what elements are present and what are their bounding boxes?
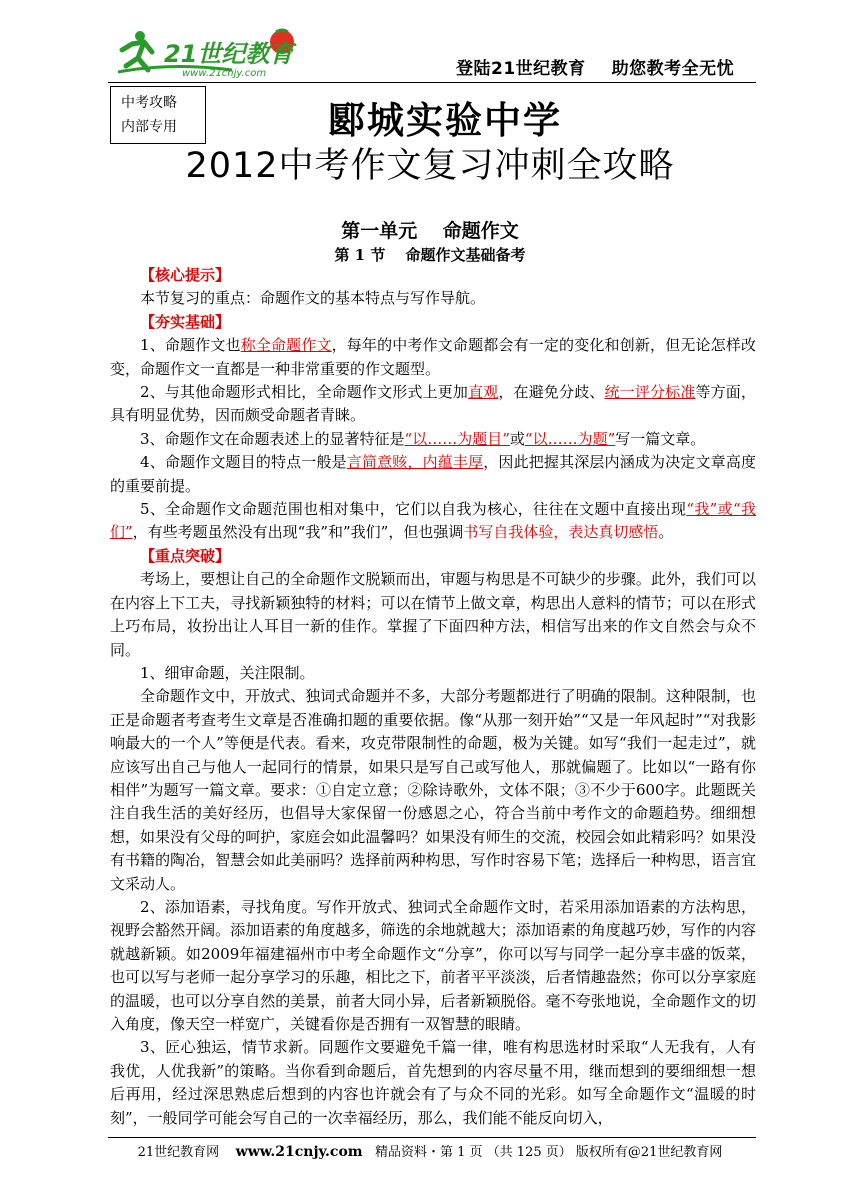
highlight: “以……为题目” bbox=[404, 429, 510, 448]
paragraph: 5、全命题作文命题范围也相对集中，它们以自我为核心，往往在文题中直接出现“我”或“我们”，有些考题虽然没有出现“我”和”我们”，但也强调书写自我体验，表达真切感悟。 bbox=[110, 500, 756, 542]
school-name: 郾城实验中学 bbox=[328, 99, 562, 142]
unit-heading: 第一单元 命题作文 bbox=[341, 220, 519, 242]
paragraph: 考场上，要想让自己的全命题作文脱颖而出，审题与构思是不可缺少的步骤。此外，我们可以在内容上下工夫，寻找新颖独特的材料；可以在情节上做文章，构思出人意料的情节；可以在形式上巧布局，妆扮出让人耳目一新的佳作。掌握了下面四种方法，相信写出来的作文自然会与众不同。 bbox=[110, 570, 756, 659]
side-note-line-1: 中考攻略 bbox=[121, 95, 177, 111]
footer-divider bbox=[108, 1137, 756, 1138]
logo-url: www.21cnjy.com bbox=[182, 68, 267, 79]
footer-site: 21世纪教育网 bbox=[137, 1145, 220, 1160]
footer-info: 精品资料・第 1 页 （共 125 页） 版权所有@21世纪教育网 bbox=[375, 1145, 723, 1160]
document-body bbox=[110, 264, 756, 1130]
highlight: ，内蕴丰厚 bbox=[407, 453, 484, 472]
header-tagline bbox=[456, 54, 734, 79]
highlight: 直观 bbox=[468, 383, 499, 402]
highlight: 称全命题作文 bbox=[240, 336, 332, 355]
highlight: “以……为题” bbox=[524, 429, 616, 448]
paragraph: 3、命题作文在命题表述上的显著特征是“以……为题目”或“以……为题”写一篇文章。 bbox=[140, 429, 706, 448]
paragraph: 4、命题作文题目的特点一般是言简意赅，内蕴丰厚，因此把握其深层内涵成为决定文章高度的重要前提。 bbox=[110, 453, 756, 495]
document-title: 2012中考作文复习冲刺全攻略 bbox=[185, 146, 675, 186]
site-logo[interactable] bbox=[112, 26, 312, 84]
heading-core-tips: 【核心提示】 bbox=[140, 266, 231, 284]
heading-foundation: 【夯实基础】 bbox=[140, 312, 231, 331]
paragraph: 2、添加语素，寻找角度。写作开放式、独词式全命题作文时，若采用添加语素的方法构思，视野会豁然开阔。添加语素的角度越多，筛选的余地就越大；添加语素的角度越巧妙，写作的内容就越新颖。如2009年福建福州市中考全命题作文“分享”，你可以写与同学一起分享丰盛的饭菜，也可以写与老师一起分享学习的乐趣，相比之下，前者平平淡淡，后者情趣盎然；你可以分享家庭的温暖，也可以分享自然的美景，前者大同小异，后者新颖脱俗。毫不夸张地说，全命题作文的切入角度，像天空一样宽广，关键看你是否拥有一双智慧的眼睛。 bbox=[110, 897, 756, 1033]
logo-text: 21世纪教育 bbox=[164, 40, 294, 68]
tagline-right: 助您教考全无忧 bbox=[611, 59, 735, 79]
paragraph: 全命题作文中，开放式、独词式命题并不多，大部分考题都进行了明确的限制。这种限制，也正是命题者考查考生文章是否准确扣题的重要依据。像“从那一刻开始”“又是一年风起时”“对我影响最大的一个人”等便是代表。看来，攻克带限制性的命题，极为关键。如写“我们一起走过”，就应该写出自己与他人一起同行的情景，如果只是写自己或写他人，那就偏题了。比如以“一路有你相伴”为题写一篇文章。要求：①自定立意；②除诗歌外，文体不限；③不少于600字。此题既关注自我生活的美好经历，也倡导大家保留一份感恩之心，符合当前中考作文的命题趋势。细细想想，如果没有父母的呵护，家庭会如此温馨吗？如果没有师生的交流，校园会如此精彩吗？如果没有书籍的陶冶，智慧会如此美丽吗？选择前两种构思，写作时容易下笔；选择后一种构思，语言宜文采动人。 bbox=[110, 687, 756, 893]
page-footer bbox=[0, 1141, 860, 1160]
header-divider bbox=[108, 82, 756, 83]
paragraph: 本节复习的重点：命题作文的基本特点与写作导航。 bbox=[140, 289, 486, 308]
footer-url[interactable]: www.21cnjy.com bbox=[235, 1144, 363, 1160]
tagline-left: 登陆21世纪教育 bbox=[456, 59, 586, 79]
side-note-line-2: 内部专用 bbox=[121, 119, 177, 135]
highlight: 书写自我体验，表达真切感悟 bbox=[463, 523, 659, 542]
paragraph: 2、与其他命题形式相比，全命题作文形式上更加直观，在避免分歧、统一评分标准等方面，具有明显优势，因而颇受命题者青睐。 bbox=[110, 383, 756, 425]
paragraph: 1、细审命题，关注限制。 bbox=[140, 663, 315, 682]
section-heading: 第 1 节 命题作文基础备考 bbox=[334, 246, 526, 264]
paragraph: 3、匠心独运，情节求新。同题作文要避免千篇一律，唯有构思选材时采取“人无我有，人有我优，人优我新”的策略。当你看到命题后，首先想到的内容尽量不用，继而想到的要细细想一想后再用，经过深思熟虑后想到的内容也许就会有了与众不同的光彩。如写全命题作文“温暖的时刻”，一般同学可能会写自己的一次幸福经历，那么，我们能不能反向切入， bbox=[110, 1038, 756, 1127]
highlight: 统一评分标准 bbox=[604, 383, 696, 402]
heading-key-points: 【重点突破】 bbox=[140, 546, 231, 565]
logo-graphic bbox=[112, 26, 312, 84]
highlight: 言简意赅 bbox=[346, 453, 408, 472]
highlight: “我”或“我们” bbox=[110, 500, 756, 542]
paragraph: 1、命题作文也称全命题作文，每年的中考作文命题都会有一定的变化和创新，但无论怎样改变，命题作文一直都是一种非常重要的作文题型。 bbox=[110, 336, 756, 378]
